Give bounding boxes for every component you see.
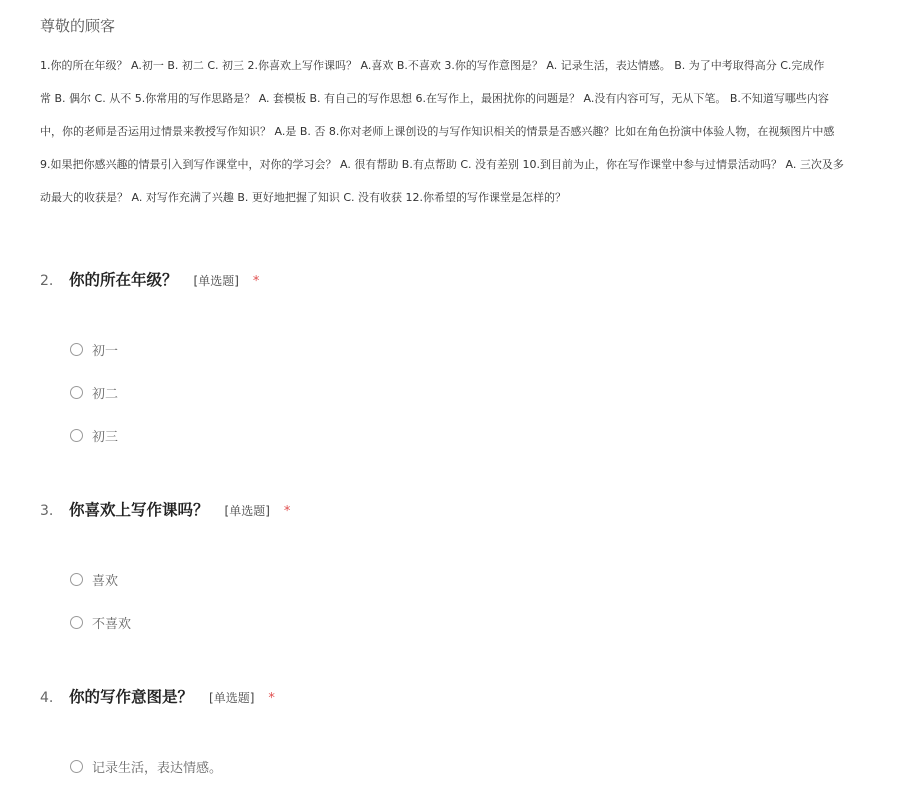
question-header	[40, 685, 890, 707]
question-title: 你喜欢上写作课吗？	[69, 501, 209, 519]
survey-intro	[40, 54, 900, 219]
option-label: 记录生活，表达情感。	[92, 761, 223, 776]
intro-line: 9.如果把你感兴趣的情景引入到写作课堂中，对你的学习会？ A. 很有帮助 B.有点帮助 C. 没有差别 10.到目前为止，你在写作课堂中参与过情景活动吗？ A. 三次及多	[40, 158, 844, 171]
question-header	[40, 498, 890, 520]
option-label: 喜欢	[92, 574, 119, 589]
radio-button[interactable]	[70, 386, 83, 399]
question-number: 4.	[40, 690, 54, 706]
radio-button[interactable]	[70, 760, 83, 773]
question-title: 你的所在年级？	[69, 271, 178, 289]
option-label: 初二	[92, 387, 119, 402]
required-marker: *	[252, 274, 260, 289]
question-type-label: [单选题]	[224, 504, 270, 518]
option-like[interactable]	[70, 570, 118, 589]
radio-button[interactable]	[70, 573, 83, 586]
intro-line: 常 B. 偶尔 C. 从不 5.你常用的写作思路是？ A. 套模板 B. 有自己的写作思想 6.在写作上，最困扰你的问题是？ A.没有内容可写，无从下笔。 B.不知道写哪些内容	[40, 92, 829, 105]
option-record-life[interactable]	[70, 757, 222, 776]
question-header	[40, 268, 890, 290]
option-dislike[interactable]	[70, 613, 131, 632]
radio-button[interactable]	[70, 429, 83, 442]
question-writing-intent	[40, 685, 890, 776]
greeting-heading: 尊敬的顾客	[40, 17, 116, 35]
intro-line: 1.你的所在年级？ A.初一 B. 初二 C. 初三 2.你喜欢上写作课吗？ A.喜欢 B.不喜欢 3.你的写作意图是？ A. 记录生活，表达情感。 B. 为了中考取得高分 C.完成作	[40, 59, 825, 72]
option-grade-2[interactable]	[70, 383, 118, 402]
required-marker: *	[268, 691, 275, 706]
question-like-writing	[40, 498, 890, 632]
question-type-label: [单选题]	[209, 691, 255, 705]
option-label: 不喜欢	[92, 617, 132, 632]
intro-line: 中，你的老师是否运用过情景来教授写作知识？ A.是 B. 否 8.你对老师上课创设的与写作知识相关的情景是否感兴趣？比如在角色扮演中体验人物，在视频图片中感	[40, 125, 835, 138]
question-number: 3.	[40, 503, 54, 519]
option-grade-1[interactable]	[70, 340, 118, 359]
option-label: 初三	[92, 430, 119, 445]
option-grade-3[interactable]	[70, 426, 118, 445]
question-number: 2.	[40, 273, 54, 289]
option-label: 初一	[92, 344, 119, 359]
question-grade	[40, 268, 890, 445]
radio-button[interactable]	[70, 616, 83, 629]
intro-line: 动最大的收获是？ A. 对写作充满了兴趣 B. 更好地把握了知识 C. 没有收获 12.你希望的写作课堂是怎样的？	[40, 191, 567, 204]
radio-button[interactable]	[70, 343, 83, 356]
question-type-label: [单选题]	[193, 274, 239, 288]
required-marker: *	[283, 504, 291, 519]
question-title: 你的写作意图是？	[69, 688, 194, 706]
